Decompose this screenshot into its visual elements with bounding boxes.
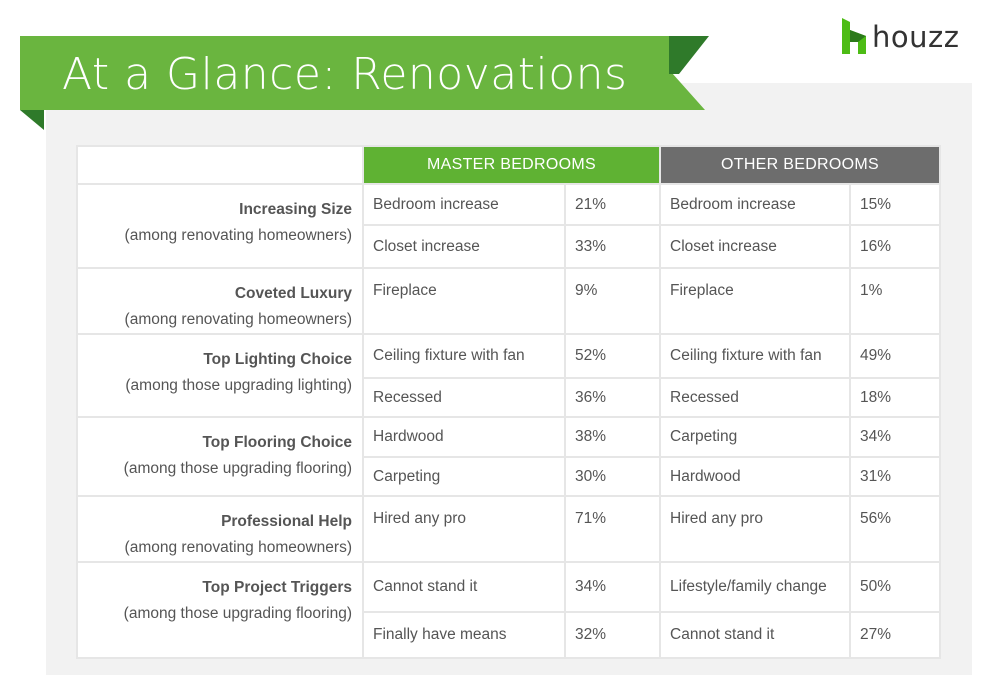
master-item: Carpeting	[363, 457, 565, 496]
master-item: Ceiling fixture with fan	[363, 334, 565, 378]
title-banner	[20, 36, 705, 110]
master-percent: 36%	[565, 378, 660, 417]
table-row	[77, 268, 940, 334]
master-item: Recessed	[363, 378, 565, 417]
master-percent: 32%	[565, 612, 660, 658]
other-item: Hardwood	[660, 457, 850, 496]
category-subtitle: (among renovating homeowners)	[124, 227, 352, 244]
category-subtitle: (among those upgrading flooring)	[123, 460, 352, 477]
category-subtitle: (among renovating homeowners)	[124, 539, 352, 556]
table-row	[77, 562, 940, 612]
master-item: Closet increase	[363, 225, 565, 268]
other-percent: 49%	[850, 334, 940, 378]
renovation-table	[76, 145, 941, 659]
table-row	[77, 184, 940, 225]
master-item: Cannot stand it	[363, 562, 565, 612]
other-percent: 18%	[850, 378, 940, 417]
master-item: Hardwood	[363, 417, 565, 457]
other-item: Bedroom increase	[660, 184, 850, 225]
other-item: Hired any pro	[660, 496, 850, 562]
category-name: Coveted Luxury	[234, 285, 352, 302]
other-bedrooms-header: OTHER BEDROOMS	[660, 146, 940, 184]
category-cell	[77, 184, 363, 268]
master-percent: 34%	[565, 562, 660, 612]
table-row	[77, 496, 940, 562]
houzz-logo	[842, 18, 972, 56]
master-percent: 33%	[565, 225, 660, 268]
other-item: Carpeting	[660, 417, 850, 457]
master-percent: 38%	[565, 417, 660, 457]
other-item: Lifestyle/family change	[660, 562, 850, 612]
category-subtitle: (among those upgrading flooring)	[123, 605, 352, 622]
other-percent: 1%	[850, 268, 940, 334]
category-cell	[77, 417, 363, 496]
category-cell	[77, 496, 363, 562]
category-subtitle: (among renovating homeowners)	[124, 311, 352, 328]
master-item: Bedroom increase	[363, 184, 565, 225]
page-title: At a Glance: Renovations	[62, 49, 628, 100]
master-item: Fireplace	[363, 268, 565, 334]
master-bedrooms-header: MASTER BEDROOMS	[363, 146, 660, 184]
other-item: Recessed	[660, 378, 850, 417]
category-name: Professional Help	[221, 513, 352, 530]
master-item: Finally have means	[363, 612, 565, 658]
category-name: Top Project Triggers	[202, 579, 352, 596]
other-item: Fireplace	[660, 268, 850, 334]
master-percent: 21%	[565, 184, 660, 225]
other-item: Ceiling fixture with fan	[660, 334, 850, 378]
other-percent: 34%	[850, 417, 940, 457]
banner-fold-left	[20, 110, 44, 130]
other-item: Closet increase	[660, 225, 850, 268]
other-percent: 15%	[850, 184, 940, 225]
header-corner	[77, 146, 363, 184]
category-name: Top Lighting Choice	[203, 351, 352, 368]
table-row	[77, 417, 940, 457]
master-percent: 9%	[565, 268, 660, 334]
table-row	[77, 334, 940, 378]
category-name: Increasing Size	[239, 201, 352, 218]
other-percent: 27%	[850, 612, 940, 658]
master-percent: 30%	[565, 457, 660, 496]
banner-fold-right	[669, 36, 709, 74]
category-cell	[77, 268, 363, 334]
category-cell	[77, 562, 363, 658]
other-percent: 50%	[850, 562, 940, 612]
houzz-logo-text: houzz	[872, 20, 960, 54]
table-header-row	[77, 146, 940, 184]
other-percent: 31%	[850, 457, 940, 496]
category-cell	[77, 334, 363, 417]
houzz-logo-icon	[842, 18, 866, 54]
other-percent: 56%	[850, 496, 940, 562]
master-percent: 71%	[565, 496, 660, 562]
other-percent: 16%	[850, 225, 940, 268]
other-item: Cannot stand it	[660, 612, 850, 658]
category-subtitle: (among those upgrading lighting)	[125, 377, 352, 394]
master-item: Hired any pro	[363, 496, 565, 562]
master-percent: 52%	[565, 334, 660, 378]
category-name: Top Flooring Choice	[202, 434, 352, 451]
